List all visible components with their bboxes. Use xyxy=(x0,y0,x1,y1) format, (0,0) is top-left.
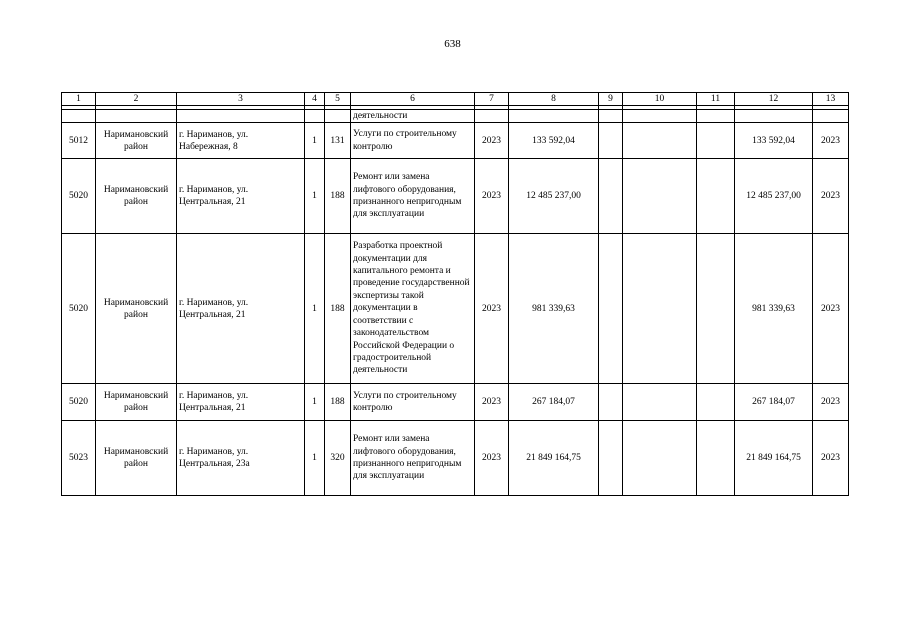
col4-cell: 1 xyxy=(305,421,325,496)
work-type-cell: Разработка проектной документации для капитального ремонта и проведение государственной экспертизы такой документации в соответствии с законодательством Российской Федерации о градостроительной деятельности xyxy=(351,234,475,384)
year-cell: 2023 xyxy=(475,384,509,421)
year-end-cell: 2023 xyxy=(813,384,849,421)
table-row xyxy=(62,421,849,496)
col11-cell xyxy=(697,234,735,384)
column-header: 13 xyxy=(813,93,849,106)
column-header: 8 xyxy=(509,93,599,106)
column-header: 6 xyxy=(351,93,475,106)
col10-cell xyxy=(623,234,697,384)
col5-cell: 131 xyxy=(325,123,351,159)
col4-cell: 1 xyxy=(305,159,325,234)
district-cell: Наримановский район xyxy=(96,159,177,234)
registry-table xyxy=(61,92,849,496)
column-header: 12 xyxy=(735,93,813,106)
page-number: 638 xyxy=(444,38,461,50)
column-header: 3 xyxy=(177,93,305,106)
column-header: 1 xyxy=(62,93,96,106)
work-type-cell: Услуги по строительному контролю xyxy=(351,384,475,421)
col5-cell: 188 xyxy=(325,234,351,384)
total-cell: 133 592,04 xyxy=(735,123,813,159)
column-header: 7 xyxy=(475,93,509,106)
district-cell: Наримановский район xyxy=(96,421,177,496)
col9-cell xyxy=(599,159,623,234)
col5-cell: 320 xyxy=(325,421,351,496)
year-cell: 2023 xyxy=(475,421,509,496)
object-id-cell: 5012 xyxy=(62,123,96,159)
cost-cell: 12 485 237,00 xyxy=(509,159,599,234)
address-cell: г. Нариманов, ул. Центральная, 21 xyxy=(177,159,305,234)
district-cell: Наримановский район xyxy=(96,123,177,159)
total-cell: 21 849 164,75 xyxy=(735,421,813,496)
table-row xyxy=(62,234,849,384)
year-cell: 2023 xyxy=(475,234,509,384)
continuation-row xyxy=(62,110,849,123)
col10-cell xyxy=(623,384,697,421)
object-id-cell: 5020 xyxy=(62,384,96,421)
year-cell: 2023 xyxy=(475,159,509,234)
col9-cell xyxy=(599,123,623,159)
col9-cell xyxy=(599,421,623,496)
cost-cell: 21 849 164,75 xyxy=(509,421,599,496)
year-end-cell: 2023 xyxy=(813,421,849,496)
address-cell: г. Нариманов, ул. Центральная, 21 xyxy=(177,234,305,384)
col11-cell xyxy=(697,159,735,234)
col5-cell: 188 xyxy=(325,159,351,234)
table-body xyxy=(62,93,849,496)
col11-cell xyxy=(697,123,735,159)
col10-cell xyxy=(623,421,697,496)
col10-cell xyxy=(623,123,697,159)
table-row xyxy=(62,159,849,234)
col9-cell xyxy=(599,234,623,384)
column-header: 10 xyxy=(623,93,697,106)
total-cell: 981 339,63 xyxy=(735,234,813,384)
object-id-cell: 5020 xyxy=(62,159,96,234)
column-header: 4 xyxy=(305,93,325,106)
year-end-cell: 2023 xyxy=(813,159,849,234)
col4-cell: 1 xyxy=(305,384,325,421)
address-cell: г. Нариманов, ул. Центральная, 21 xyxy=(177,384,305,421)
district-cell: Наримановский район xyxy=(96,384,177,421)
year-end-cell: 2023 xyxy=(813,234,849,384)
col4-cell: 1 xyxy=(305,234,325,384)
object-id-cell: 5020 xyxy=(62,234,96,384)
table-row xyxy=(62,384,849,421)
address-cell: г. Нариманов, ул. Центральная, 23а xyxy=(177,421,305,496)
object-id-cell: 5023 xyxy=(62,421,96,496)
district-cell: Наримановский район xyxy=(96,234,177,384)
column-header: 9 xyxy=(599,93,623,106)
column-header: 11 xyxy=(697,93,735,106)
col11-cell xyxy=(697,421,735,496)
col5-cell: 188 xyxy=(325,384,351,421)
address-cell: г. Нариманов, ул. Набережная, 8 xyxy=(177,123,305,159)
year-cell: 2023 xyxy=(475,123,509,159)
total-cell: 267 184,07 xyxy=(735,384,813,421)
work-type-cell: Услуги по строительному контролю xyxy=(351,123,475,159)
column-header: 2 xyxy=(96,93,177,106)
col10-cell xyxy=(623,159,697,234)
col9-cell xyxy=(599,384,623,421)
work-type-cell: Ремонт или замена лифтового оборудования, признанного непригодным для эксплуатации xyxy=(351,159,475,234)
continuation-text: деятельности xyxy=(351,110,475,123)
year-end-cell: 2023 xyxy=(813,123,849,159)
col11-cell xyxy=(697,384,735,421)
column-number-header-row xyxy=(62,93,849,106)
work-type-cell: Ремонт или замена лифтового оборудования, признанного непригодным для эксплуатации xyxy=(351,421,475,496)
column-header: 5 xyxy=(325,93,351,106)
total-cell: 12 485 237,00 xyxy=(735,159,813,234)
cost-cell: 981 339,63 xyxy=(509,234,599,384)
cost-cell: 267 184,07 xyxy=(509,384,599,421)
cost-cell: 133 592,04 xyxy=(509,123,599,159)
col4-cell: 1 xyxy=(305,123,325,159)
table-row xyxy=(62,123,849,159)
